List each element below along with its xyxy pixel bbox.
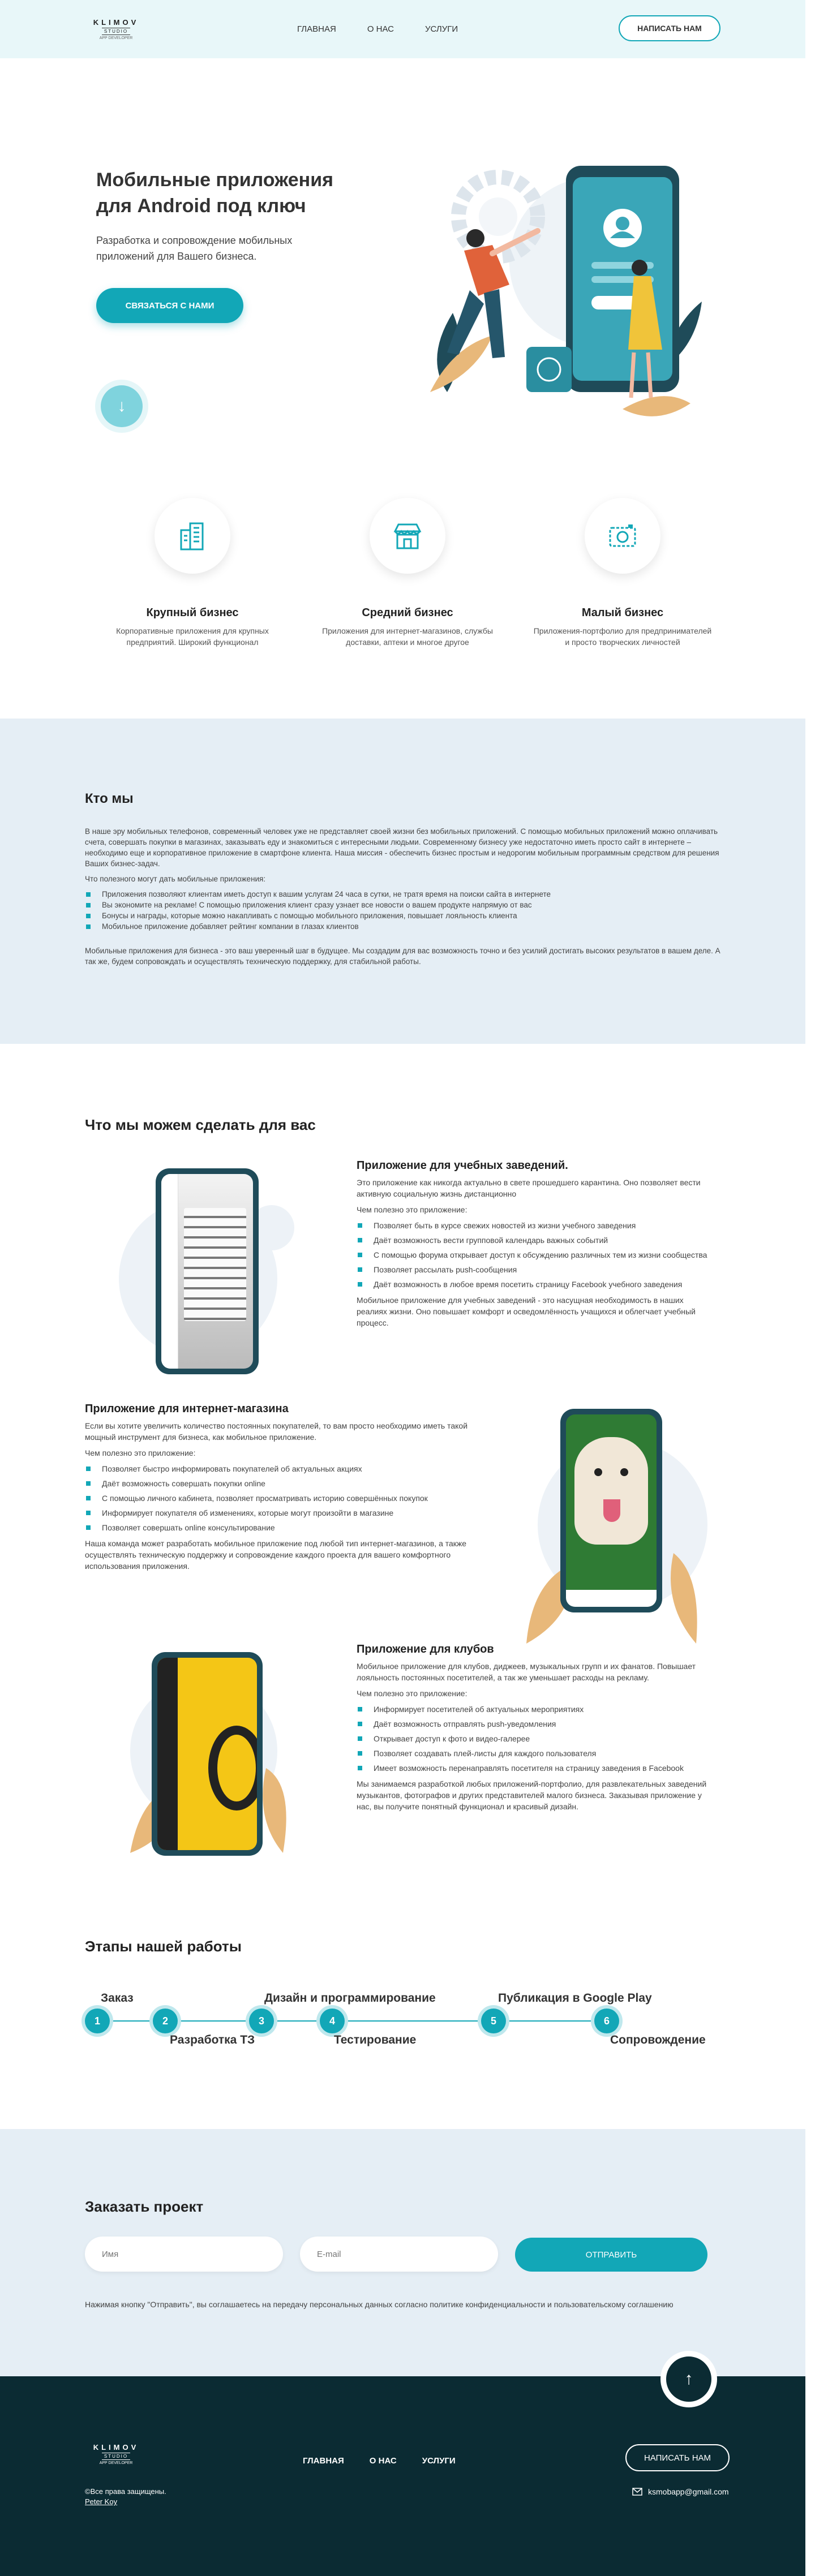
footer-nav-services[interactable]: УСЛУГИ xyxy=(422,2456,456,2466)
hero-title: Мобильные приложения для Android под ключ xyxy=(96,169,333,217)
footer-email[interactable]: ksmobapp@gmail.com xyxy=(632,2487,729,2496)
stage-label: Разработка ТЗ xyxy=(170,2033,255,2046)
business-card-medium xyxy=(306,498,509,648)
list-item: Даёт возможность отправлять push-уведомления xyxy=(357,1718,713,1730)
list-item: Позволяет совершать online консультирование xyxy=(85,1522,470,1533)
list-item: Позволяет создавать плей-листы для каждого пользователя xyxy=(357,1748,713,1759)
camera-icon xyxy=(606,519,640,553)
hero-subtitle: Разработка и сопровождение мобильных приложений для Вашего бизнеса. xyxy=(96,235,293,262)
about-title: Кто мы xyxy=(85,791,134,806)
stage-label: Тестирование xyxy=(334,2033,417,2046)
about-text: В наше эру мобильных телефонов, современный человек уже не представляет своей жизни без мобильных приложений. С помощью мобильных приложений можно оплачивать счета, совершать покупки в магазинах, заказывать еду и знакомиться с интересными людьми. Современному бизнесу уже недостаточно иметь просто сайт в интернете – необходимо еще и корпоративное приложение в смартфоне клиента. Наша миссия - обеспечить бизнес простым и недорогим мобильным программным средством для решения Ваших бизнес-задач. Что полезного могут дать мобильные приложения: Приложения позволяют клиентам иметь доступ к вашим услугам 24 часа в сутки, не тратя время на поиски сайта в интернете Вы экономите на рекламе! С помощью приложения клиент сразу узнает все новости о вашем продукте напрямую от вас Бонусы и награды, которые можно накапливать с помощью мобильного приложения, повышает лояльность клиента Мобильное приложение добавляет рейтинг компании в глазах клиентов Мобильные приложения для бизнеса - это ваш уверенный шаг в будущее. Мы создадим для вас возможность точно и без усилий достигать высоких результатов в вашем деле. А так же, будем сопровождать и осуществлять техническую поддержку, для стабильной работы. xyxy=(85,826,722,967)
stage-step-1: 1 xyxy=(85,2009,110,2033)
stage-step-5: 5 xyxy=(481,2009,506,2033)
about-section xyxy=(0,719,805,1044)
business-title: Малый бизнес xyxy=(581,607,664,619)
office-building-icon xyxy=(175,519,209,553)
nav-item-services[interactable]: УСЛУГИ xyxy=(425,24,458,34)
stage-label: Сопровождение xyxy=(610,2033,706,2046)
footer-nav xyxy=(303,2456,456,2466)
logo[interactable]: KLIMOV STUDIO APP DEVELOPER xyxy=(93,18,139,40)
business-title: Средний бизнес xyxy=(362,607,453,619)
site-footer xyxy=(0,2369,805,2576)
list-item: Вы экономите на рекламе! С помощью приложения клиент сразу узнает все новости о вашем продукте напрямую от вас xyxy=(85,900,722,910)
club-phone-mockup xyxy=(152,1652,263,1856)
order-title: Заказать проект xyxy=(85,2198,204,2215)
service-education: Приложение для учебных заведений. Это приложение как никогда актуально в свете прошедшего карантина. Оно позволяет вести активную социальную жизнь дистанционно Чем полезно это приложение: Позволяет быть в курсе свежих новостей из жизни учебного заведения Даёт возможность вести групповой календарь важных событий С помощью форума открывает доступ к обсуждению различных тем из жизни сообщества Позволяет рассылать push-сообщения Даёт возможность в любое время посетить страницу Facebook учебного заведения Мобильное приложение для учебных заведений - это насущная необходимость в наших реалиях жизни. Оно повышает комфорт и осведомлённость учащихся и облегчает учебный процесс. xyxy=(357,1160,713,1328)
list-item: Бонусы и награды, которые можно накапливать с помощью мобильного приложения, повышает лояльность клиента xyxy=(85,910,722,921)
list-item: Открывает доступ к фото и видео-галерее xyxy=(357,1733,713,1744)
service-title: Приложение для интернет-магазина xyxy=(85,1403,289,1415)
privacy-note: Нажимая кнопку "Отправить", вы соглашаетесь на передачу персональных данных согласно политике конфиденциальности и пользовательскому соглашению xyxy=(85,2300,674,2309)
main-nav xyxy=(297,24,458,34)
service-shop: Приложение для интернет-магазина Если вы хотите увеличить количество постоянных покупателей, то вам просто необходимо иметь такой мощный инструмент для бизнеса, как мобильное приложение. Чем полезно это приложение: Позволяет быстро информировать покупателей об актуальных акциях Даёт возможность совершать покупки online С помощью личного кабинета, позволяет просматривать историю совершённых покупок Информирует покупателя об изменениях, которые могут произойти в магазине Позволяет совершать online консультирование Наша команда может разработать мобильное приложение под любой тип интернет-магазинов, а также осуществлять техническую поддержку и сопровождение каждого проекта для вашего комфортного использования приложения. xyxy=(85,1403,470,1572)
list-item: Информирует покупателя об изменениях, которые могут произойти в магазине xyxy=(85,1507,470,1519)
site-header xyxy=(0,0,805,58)
order-section xyxy=(0,2129,805,2376)
footer-logo[interactable]: KLIMOV STUDIO APP DEVELOPER xyxy=(93,2443,139,2465)
author-link[interactable]: Peter Koy xyxy=(85,2497,118,2506)
stage-step-4: 4 xyxy=(320,2009,345,2033)
list-item: С помощью личного кабинета, позволяет просматривать историю совершённых покупок xyxy=(85,1493,470,1504)
about-list xyxy=(85,889,722,932)
stage-step-3: 3 xyxy=(249,2009,274,2033)
list-item: Даёт возможность совершать покупки online xyxy=(85,1478,470,1489)
list-item: Приложения позволяют клиентам иметь доступ к вашим услугам 24 часа в сутки, не тратя время на поиски сайта в интернете xyxy=(85,889,722,900)
work-stages xyxy=(0,1912,805,2127)
footer-nav-home[interactable]: ГЛАВНАЯ xyxy=(303,2456,344,2466)
footer-write-us-button[interactable]: НАПИСАТЬ НАМ xyxy=(625,2444,730,2471)
service-title: Приложение для учебных заведений. xyxy=(357,1159,568,1172)
list-item: Информирует посетителей об актуальных мероприятиях xyxy=(357,1704,713,1715)
stage-label: Публикация в Google Play xyxy=(498,1992,652,2005)
business-title: Крупный бизнес xyxy=(146,607,239,619)
email-input[interactable] xyxy=(300,2237,498,2272)
send-button[interactable]: ОТПРАВИТЬ xyxy=(515,2238,707,2272)
stage-label: Дизайн и программирование xyxy=(264,1992,436,2005)
business-card-large xyxy=(91,498,294,648)
business-text: Корпоративные приложения для крупных предприятий. Широкий функционал xyxy=(116,626,269,647)
education-phone-mockup xyxy=(156,1168,259,1374)
list-item: Позволяет рассылать push-сообщения xyxy=(357,1264,713,1275)
arrow-up-icon[interactable]: ↑ xyxy=(660,2351,717,2407)
list-item: Даёт возможность вести групповой календарь важных событий xyxy=(357,1235,713,1246)
list-item: Позволяет быстро информировать покупателей об актуальных акциях xyxy=(85,1463,470,1474)
business-text: Приложения-портфолио для предпринимателей и просто творческих личностей xyxy=(533,626,712,647)
footer-nav-about[interactable]: О НАС xyxy=(369,2456,397,2466)
list-item: Имеет возможность перенаправлять посетителя на страницу заведения в Facebook xyxy=(357,1762,713,1774)
nav-item-about[interactable]: О НАС xyxy=(367,24,394,34)
stages-title: Этапы нашей работы xyxy=(85,1938,242,1955)
services-title: Что мы можем сделать для вас xyxy=(85,1116,316,1133)
list-item: Позволяет быть в курсе свежих новостей из жизни учебного заведения xyxy=(357,1220,713,1231)
nav-item-home[interactable]: ГЛАВНАЯ xyxy=(297,24,336,34)
name-input[interactable] xyxy=(85,2237,283,2272)
copyright: ©Все права защищены. Peter Koy xyxy=(85,2487,166,2506)
list-item: С помощью форума открывает доступ к обсуждению различных тем из жизни сообщества xyxy=(357,1249,713,1261)
arrow-down-icon[interactable]: ↓ xyxy=(101,385,143,427)
shop-icon xyxy=(391,519,424,553)
shop-phone-mockup xyxy=(560,1409,662,1612)
business-text: Приложения для интернет-магазинов, службы доставки, аптеки и многое другое xyxy=(322,626,493,647)
hero-section xyxy=(0,58,805,415)
list-item: Даёт возможность в любое время посетить страницу Facebook учебного заведения xyxy=(357,1279,713,1290)
stage-step-6: 6 xyxy=(594,2009,619,2033)
stage-label: Заказ xyxy=(101,1992,134,2005)
write-us-button[interactable]: НАПИСАТЬ НАМ xyxy=(619,15,720,41)
mail-icon xyxy=(632,2488,642,2496)
hero-illustration xyxy=(396,154,713,449)
service-title: Приложение для клубов xyxy=(357,1643,494,1655)
contact-us-button[interactable]: СВЯЗАТЬСЯ С НАМИ xyxy=(96,288,243,323)
service-clubs: Приложение для клубов Мобильное приложение для клубов, диджеев, музыкальных групп и их фанатов. Повышает лояльность постоянных посетителей, а так же уменьшает расходы на рекламу. Чем полезно это приложение: Информирует посетителей об актуальных мероприятиях Даёт возможность отправлять push-уведомления Открывает доступ к фото и видео-галерее Позволяет создавать плей-листы для каждого пользователя Имеет возможность перенаправлять посетителя на страницу заведения в Facebook Мы занимаемся разработкой любых приложений-портфолио, для развлекательных заведений музыкантов, фотографов и других представителей малого бизнеса. Заказывая приложение у нас, вы получите понятный функционал и красивый дизайн. xyxy=(357,1644,713,1812)
business-card-small xyxy=(521,498,724,648)
list-item: Мобильное приложение добавляет рейтинг компании в глазах клиентов xyxy=(85,921,722,932)
stage-step-2: 2 xyxy=(153,2009,178,2033)
